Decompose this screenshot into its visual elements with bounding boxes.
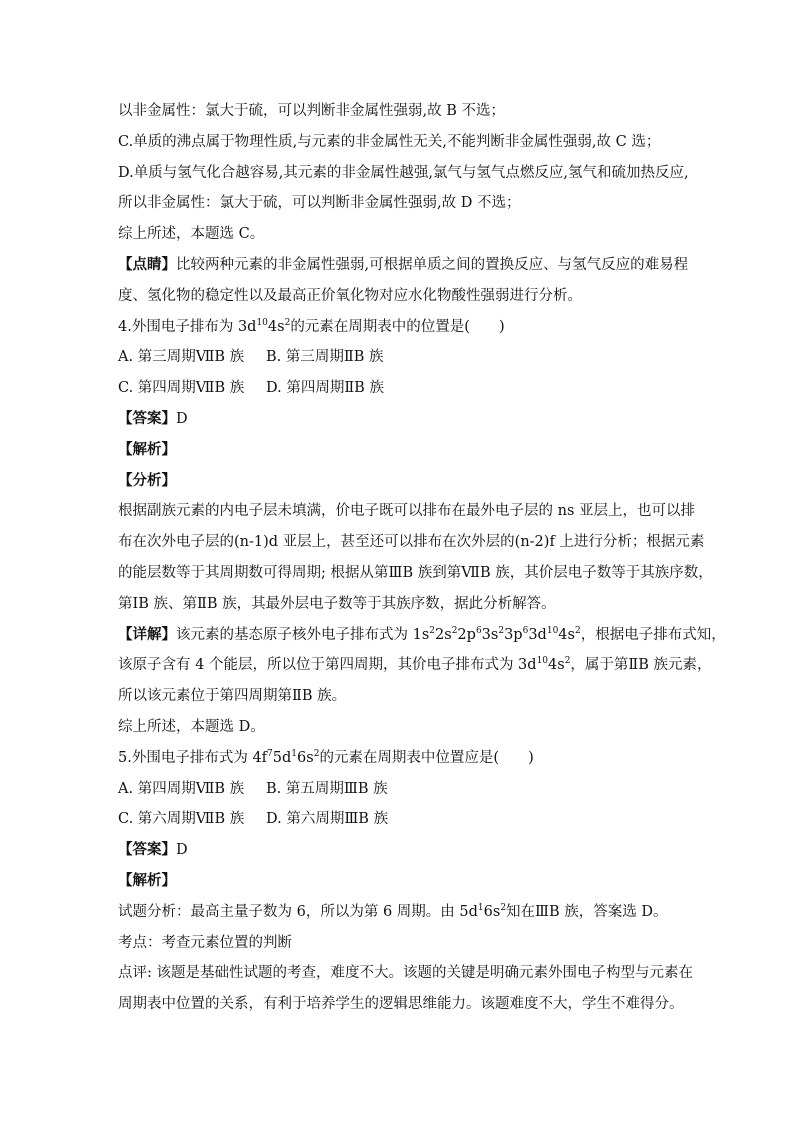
tip-label: 【点睛】	[118, 255, 176, 273]
option-a: A. 第四周期ⅦB 族	[118, 780, 245, 797]
tip-text: 比较两种元素的非金属性强弱,可根据单质之间的置换反应、与氢气反应的难易程	[176, 256, 689, 273]
question-5-stem: 5.外围电子排布式为 $4f^75d^16s^2$的元素在周期表中位置应是( )	[118, 748, 534, 766]
analysis-heading: 【解析】	[118, 440, 176, 458]
tip-line	[118, 250, 688, 281]
text-line: 的能层数等于其周期数可得周期; 根据从第ⅢB 族到第ⅦB 族，其价层电子数等于其族序数，	[118, 564, 713, 581]
option-c: C. 第四周期ⅦB 族	[118, 380, 245, 397]
detail-label: 【详解】	[118, 625, 176, 643]
option-b: B. 第三周期ⅡB 族	[266, 349, 384, 366]
text-line: 所以非金属性：氯大于硫，可以判断非金属性强弱,故 D 不选；	[118, 195, 521, 212]
analysis-subheading: 【分析】	[118, 471, 176, 489]
detail-line: 该原子含有 4 个能层，所以位于第四周期，其价电子排布式为 $3d^{10}4s^2$，属于第ⅡB 族元素，	[118, 656, 712, 674]
comment-line: 点评: 该题是基础性试题的考查，难度不大。该题的关键是明确元素外围电子构型与元素在	[118, 965, 693, 982]
text-line: 度、氢化物的稳定性以及最高正价氧化物对应水化物酸性强弱进行分析。	[118, 287, 582, 304]
answer-value: D	[176, 410, 188, 427]
analysis-line: 试题分析：最高主量子数为 6，所以为第 6 周期。由 $5d^16s^2$知在ⅢB 族，答案选 D。	[118, 902, 668, 920]
answer-line: 【答案】D	[118, 841, 188, 859]
option-d: D. 第四周期ⅡB 族	[266, 380, 384, 397]
summary-line: 综上所述，本题选 D。	[118, 718, 265, 735]
answer-value: D	[176, 842, 188, 859]
text-line: 以非金属性：氯大于硫，可以判断非金属性强弱,故 B 不选；	[118, 103, 505, 119]
question-4-stem: 4.外围电子排布为 $3d^{10}4s^2$的元素在周期表中的位置是( )	[118, 317, 505, 335]
answer-line: 【答案】D	[118, 409, 188, 427]
question-5-options-row-1	[118, 774, 688, 805]
detail-line: 【详解】该元素的基态原子核外电子排布式为 $1s^22s^22p^63s^23p^63d^{10}4s^2$，根据电子排布式知，	[118, 625, 726, 643]
text-line: 布在次外电子层的(n-1)d 亚层上，甚至还可以排布在次外层的(n-2)f 上进行分析；根据元素	[118, 534, 705, 551]
question-5-options-row-2	[118, 804, 688, 835]
option-a: A. 第三周期ⅦB 族	[118, 349, 245, 366]
text-line: 所以该元素位于第四周期第ⅡB 族。	[118, 688, 347, 705]
option-d: D. 第六周期ⅢB 族	[266, 811, 389, 828]
analysis-heading: 【解析】	[118, 871, 176, 889]
document-page	[118, 96, 726, 1020]
text-line: 根据副族元素的内电子层未填满，价电子既可以排布在最外电子层的 ns 亚层上，也可以排	[118, 503, 695, 520]
text-line: 综上所述，本题选 C。	[118, 226, 265, 243]
text-line: 第ⅠB 族、第ⅡB 族，其最外层电子数等于其族序数，据此分析解答。	[118, 595, 556, 612]
comment-line: 周期表中位置的关系，有利于培养学生的逻辑思维能力。该题难度不大，学生不难得分。	[118, 996, 684, 1013]
topic-line: 考点：考查元素位置的判断	[118, 934, 292, 951]
text-line: C.单质的沸点属于物理性质,与元素的非金属性无关,不能判断非金属性强弱,故 C 选；	[118, 133, 661, 150]
text-line: D.单质与氢气化合越容易,其元素的非金属性越强,氯气与氢气点燃反应,氢气和硫加热反应,	[118, 164, 689, 181]
option-b: B. 第五周期ⅢB 族	[266, 780, 388, 797]
question-4-options-row-1	[118, 342, 688, 373]
option-c: C. 第六周期ⅦB 族	[118, 811, 245, 828]
question-4-options-row-2	[118, 373, 688, 404]
